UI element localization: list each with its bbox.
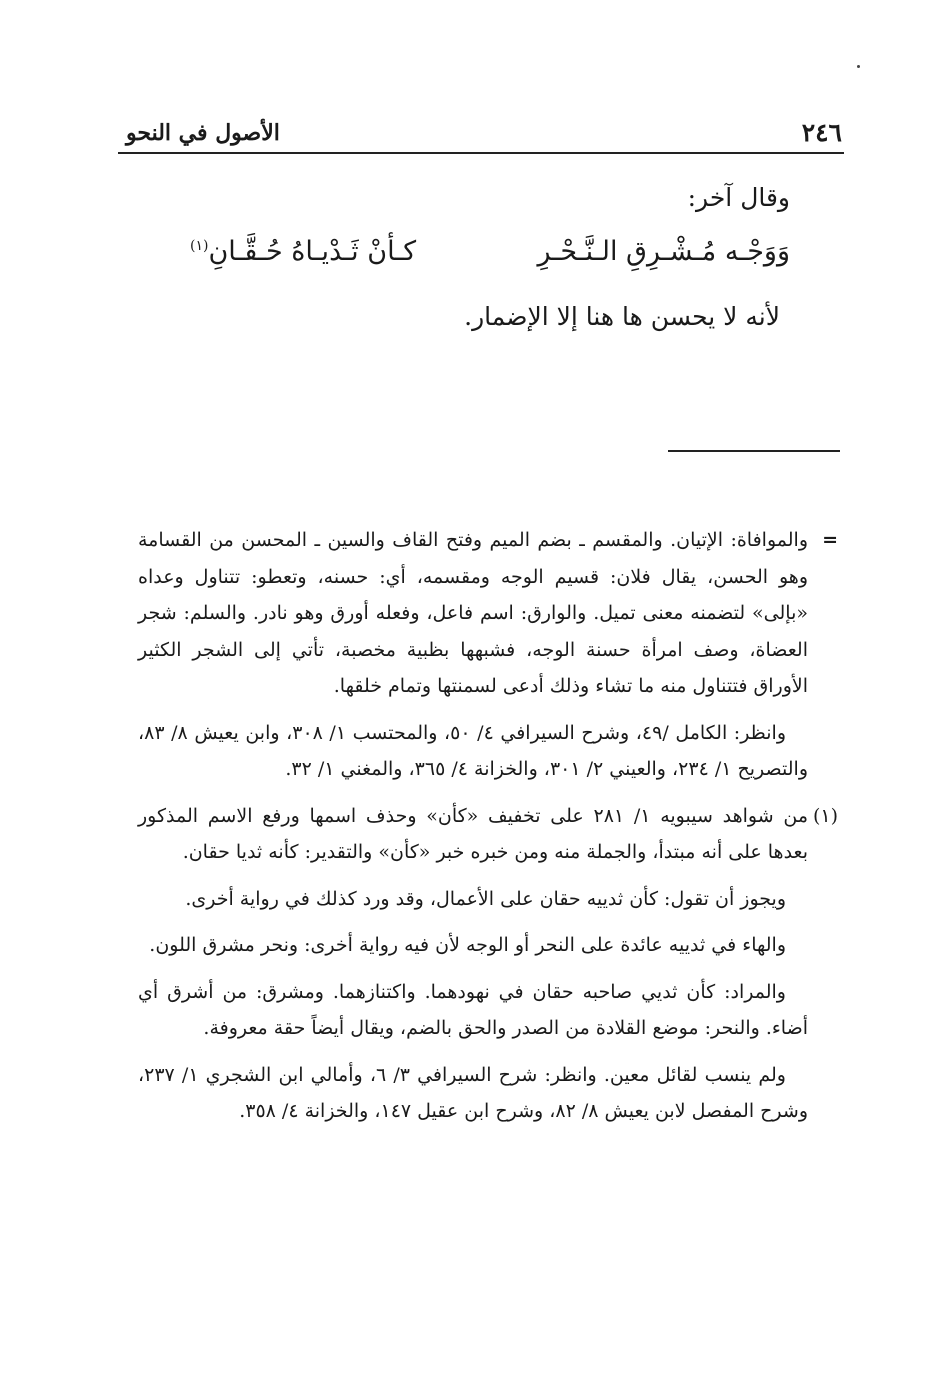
footnotes-section bbox=[138, 522, 838, 1140]
page-header bbox=[118, 112, 844, 154]
poetry-verse bbox=[190, 236, 790, 286]
footnote-text: والمراد: كأن ثديي صاحبه حقان في نهودهما. واكتنازهما. ومشرق: من أشرق أي أضاء. والنحر: موضع القلادة من الصدر والحق بالضم، ويقال أيضاً حقة معروفة. bbox=[138, 980, 808, 1039]
footnote-text: وانظر: الكامل /٤٩، وشرح السيرافي ٤/ ٥٠، والمحتسب ١/ ٣٠٨، وابن يعيش ٨/ ٨٣، والتصريح ١/ ٢٣٤، والعيني ٢/ ٣٠١، والخزانة ٤/ ٣٦٥، والمغني ١/ ٣٢. bbox=[138, 721, 808, 780]
footnote-text: والموافاة: الإتيان. والمقسم ـ بضم الميم وفتح القاف والسين ـ المحسن من القسامة وهو الحسن، يقال فلان: قسيم الوجه ومقسمه، أي: حسنه، وتعطو: تتناول وعداه «بإلى» لتضمنه معنى تميل. والوارق: اسم فاعل، وفعله أورق وهو نادر. والسلم: شجر العضاة، وصف امرأة حسنة الوجه، فشبهها بظبية مخصبة، تأتي إلى الشجر الكثير الأوراق فتتناول منه ما تشاء وذلك أدعى لسمنتها وتمام خلقها. bbox=[138, 529, 808, 697]
footnote-1-paragraph bbox=[138, 974, 838, 1047]
footnote-1-paragraph bbox=[138, 881, 838, 918]
footnote-1-paragraph bbox=[138, 798, 838, 871]
explanation-line: لأنه لا يحسن ها هنا إلا الإضمار. bbox=[464, 302, 780, 331]
footnote-text: ولم ينسب لقائل معين. وانظر: شرح السيرافي ٣/ ٦، وأمالي ابن الشجري ١/ ٢٣٧، وشرح المفصل لابن يعيش ٨/ ٨٢، وشرح ابن عقيل ١٤٧، والخزانة ٤/ ٣٥٨. bbox=[138, 1063, 808, 1122]
continuation-marker: = bbox=[822, 529, 838, 551]
footnote-continuation-paragraph bbox=[138, 522, 838, 705]
verse-intro: وقال آخر: bbox=[687, 183, 790, 212]
footnote-1-number: (١) bbox=[812, 804, 838, 827]
footnote-text: ويجوز أن تقول: كأن ثدييه حقان على الأعمال، وقد ورد كذلك في رواية أخرى. bbox=[185, 887, 786, 910]
footnote-separator bbox=[668, 450, 840, 452]
scan-speck bbox=[857, 65, 860, 68]
footnote-text: من شواهد سيبويه ١/ ٢٨١ على تخفيف «كأن» وحذف اسمها ورفع الاسم المذكور بعدها على أنه مبتدأ، والجملة منه ومن خبره خبر «كأن» والتقدير: كأنه ثديا حقان. bbox=[138, 804, 808, 863]
second-hemistich-wrapper bbox=[190, 236, 416, 267]
footnote-text: والهاء في ثدييه عائدة على النحر أو الوجه لأن فيه رواية أخرى: ونحر مشرق اللون. bbox=[149, 934, 786, 956]
first-hemistich: وَوَجْـه مُـشْـرِقِ الـنَّـحْـرِ bbox=[537, 236, 790, 267]
page-number: ٢٤٦ bbox=[801, 118, 842, 147]
second-hemistich: كـأنْ ثَـدْيـاهُ حُـقَّـانِ bbox=[208, 236, 417, 267]
footnote-continuation-references bbox=[138, 715, 838, 788]
running-title: الأصول في النحو bbox=[126, 120, 280, 146]
footnote-reference-1[interactable]: (١) bbox=[190, 238, 209, 254]
footnote-1-references bbox=[138, 1057, 838, 1130]
footnote-1-paragraph bbox=[138, 927, 838, 964]
